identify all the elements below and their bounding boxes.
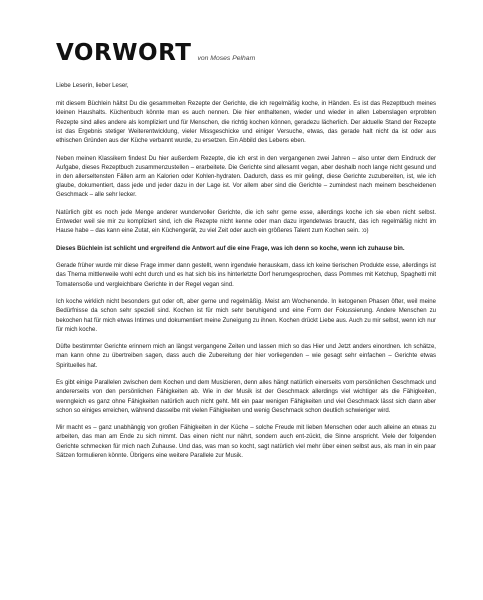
paragraph: Ich koche wirklich nicht besonders gut oder oft, aber gerne und regelmäßig. Meist am Wochenende. In ketogenen Phasen öfter, weil meine Bedürfnisse da schon sehr speziell sind. Kochen ist für mich sehr beruhigend und eine Form der Fokussierung. Andere Menschen zu bekochen hat für mich etwas Intimes und dokumentiert meine Zuneigung zu ihnen. Kochen drückt Liebe aus. Auch zu mir selbst, wenn ich nur für mich koche. [56,299,436,333]
paragraph: Dieses Büchlein ist schlicht und ergreifend die Antwort auf die eine Frage, was ich denn so koche, wenn ich zuhause bin. [56,245,405,252]
header [56,40,436,66]
paragraph: Gerade früher wurde mir diese Frage immer dann gestellt, wenn irgendwie herauskam, dass ich keine tierischen Produkte esse, allerdings ist das Thema mittlerweile wohl echt durch und es hat sich bis ins hinterletzte Dorf herumgesprochen, dass Pommes mit Ketchup, Spaghetti mit Tomatensoße und vergleichbare Gerichte in der Regel vegan sind. [56,263,436,288]
paragraph: Düfte bestimmter Gerichte erinnern mich an längst vergangene Zeiten und lassen mich so das Hier und Jetzt anders einordnen. Ich schätze, man kann ohne zu übertreiben sagen, dass auch die Zubereitung der hier vorliegenden – wie gesagt sehr einfachen – Gerichte etwas Spirituelles hat. [56,344,436,369]
body-text [56,100,436,461]
document-page [56,40,436,469]
paragraph: Es gibt einige Parallelen zwischen dem Kochen und dem Musizieren, denn alles hängt natürlich einerseits vom persönlichen Geschmack und andererseits von den persönlichen Fähigkeiten ab. Wie in der Musik ist der Geschmack allerdings viel wichtiger als die Fähigkeiten, wenngleich es ganz ohne Fähigkeiten natürlich auch nicht geht. Mit ein paar wenigen Fähigkeiten und viel Geschmack lässt sich dann aber schon so einiges erreichen, während dasselbe mit vielen Fähigkeiten und wenig Geschmack schon deutlich schwieriger wird. [56,380,436,414]
paragraph: Mir macht es – ganz unabhängig von großen Fähigkeiten in der Küche – solche Freude mit lieben Menschen oder auch alleine an etwas zu arbeiten, das man am Ende zu sich nimmt. Das einen nicht nur nährt, sondern auch ent-zückt, die Sinne anspricht. Viele der folgenden Gerichte schmecken für mich nach Zuhause. Und das, was man so kocht, sagt natürlich viel mehr über einen selbst aus, als man in ein paar Sätzen formulieren könnte. Übrigens eine weitere Parallele zur Musik. [56,425,436,459]
page-title: VORWORT [56,40,192,66]
author-byline: von Moses Pelham [197,55,256,62]
greeting: Liebe Leserin, lieber Leser, [56,83,129,89]
paragraph: Neben meinen Klassikern findest Du hier außerdem Rezepte, die ich erst in den vergangenen zwei Jahren – also unter dem Eindruck der Aufgabe, dieses Rezeptbuch zusammenzustellen – erarbeitete. Die Gerichte sind allesamt vegan, aber deshalb noch lange nicht gesund und in den allerseltensten Fällen arm an Kalorien oder Kohlen-hydraten. Dadurch, dass es mir gelingt, diese Gerichte zuzubereiten, ist, wie ich glaube, dokumentiert, dass jede und jeder dazu in der Lage ist. Vor allem aber sind die Gerichte – zumindest nach meinem bescheidenen Geschmack – alle sehr lecker. [56,155,436,199]
paragraph: mit diesem Büchlein hältst Du die gesammelten Rezepte der Gerichte, die ich regelmäßig koche, in Händen. Es ist das Rezeptbuch meines kleinen Haushalts. Küchenbuch könnte man es auch nennen. Die hier enthaltenen, wieder und wieder in allen Lebenslagen erprobten Rezepte sind alles andere als kompliziert und für Menschen, die richtig kochen können, geradezu lächerlich. Der aktuelle Stand der Rezepte ist das Ergebnis stetiger Weiterentwicklung, vieler Missgeschicke und einiger Versuche, etwas, das gerade halt nicht da ist oder aus ethischen Gründen aus der Küche verbannt wurde, zu ersetzen. Ein Abbild des Lebens eben. [56,101,436,145]
paragraph: Natürlich gibt es noch jede Menge anderer wundervoller Gerichte, die ich sehr gerne esse, allerdings koche ich sie eben nicht selbst. Entweder weil sie mir zu kompliziert sind, ich die Rezepte nicht kenne oder man dazu irgendetwas braucht, das ich regelmäßig nicht im Hause habe – das kann eine Zutat, ein Küchengerät, zu viel Zeit oder auch ein größeres Talent zum Kochen sein. :o) [56,209,436,235]
